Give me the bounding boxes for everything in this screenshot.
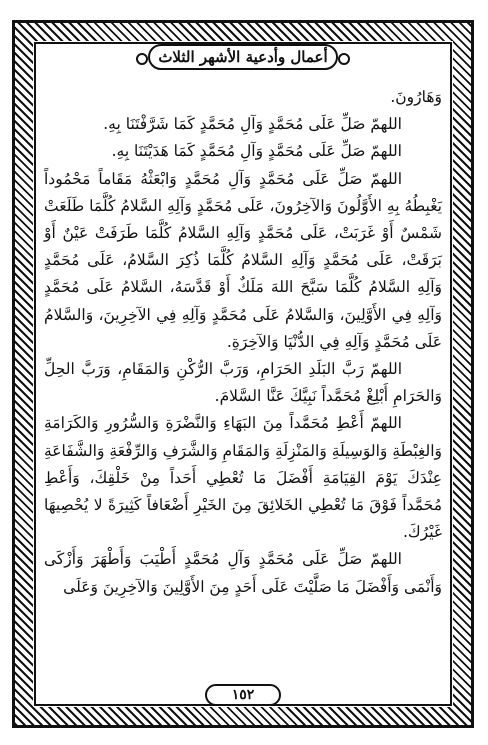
page-number-box	[205, 684, 281, 706]
paragraph: اللهمّ صَلِّ عَلَى مُحَمَّدٍ وَآلِ مُحَمَّدٍ أَطْيَبَ وَأَطْهَرَ وَأَزْكَى وَأَنْمَى وَأَفْضَلَ مَا صَلَّيْتَ عَلَى أَحَدٍ مِنَ الأَوَّلِينَ وَالآخِرِينَ وَعَلَى	[44, 550, 442, 596]
paragraph: اللهمّ صَلِّ عَلَى مُحَمَّدٍ وَآلِ مُحَمَّدٍ كَمَا هَدَيْتَنَا بِهِ.	[111, 142, 402, 161]
page-number: ١٥٢	[231, 687, 255, 703]
paragraph: وَهَارُونَ.	[390, 88, 442, 106]
page-body	[44, 84, 442, 601]
header-cartouche	[148, 44, 338, 70]
paragraph: اللهمّ رَبَّ البَلَدِ الحَرَامِ، وَرَبَّ الرُّكْنِ وَالمَقَامِ، وَرَبَّ الحِلِّ وَالحَرَامِ أَبْلِغْ مُحَمَّداً نَبِيَّكَ عَنَّا السَّلامَ.	[44, 360, 442, 406]
paragraph: اللهمّ صَلِّ عَلَى مُحَمَّدٍ وَآلِ مُحَمَّدٍ كَمَا شَرَّفْتَنَا بِهِ.	[103, 115, 402, 134]
paragraph: اللهمّ صَلِّ عَلَى مُحَمَّدٍ وَآلِ مُحَمَّدٍ وَابْعَثْهُ مَقَاماً مَحْمُوداً يَغْبِطُهُ بِهِ الأَوَّلُونَ وَالآخِرُونَ، عَلَى مُحَمَّدٍ وَآلِهِ السَّلامُ كُلَّمَا طَلَعَتْ شَمْسٌ أَوْ غَرَبَتْ، عَلَى مُحَمَّدٍ وَآلِهِ السَّلامُ كُلَّمَا طَرَفَتْ عَيْنٌ أَوْ بَرَقَتْ، عَلَى مُحَمَّدٍ وَآلِهِ السَّلامُ كُلَّمَا ذُكِرَ السَّلامُ، عَلَى مُحَمَّدٍ وَآلِهِ السَّلامُ كُلَّمَا سَبَّحَ اللهَ مَلَكٌ أَوْ قَدَّسَهُ، السَّلامُ عَلَى مُحَمَّدٍ وَآلِهِ فِي الأَوَّلِينَ، وَالسَّلامُ عَلَى مُحَمَّدٍ وَآلِهِ فِي الآخِرِينَ، وَالسَّلامُ عَلَى مُحَمَّدٍ وَآلِهِ فِي الدُّنْيَا وَالآخِرَةِ.	[44, 169, 442, 351]
paragraph: اللهمّ أَعْطِ مُحَمَّداً مِنَ البَهَاءِ وَالنَّضْرَةِ وَالسُّرُورِ وَالكَرَامَةِ وَالغِبْطَةِ وَالوَسِيلَةِ وَالمَنْزِلَةِ وَالمَقَامِ وَالشَّرَفِ وَالرِّفْعَةِ وَالشَّفَاعَةِ عِنْدَكَ يَوْمَ القِيَامَةِ أَفْضَلَ مَا تُعْطِي أَحَداً مِنْ خَلْقِكَ، وَأَعْطِ مُحَمَّداً فَوْقَ مَا تُعْطِي الخَلائِقَ مِنَ الخَيْرِ أَضْعَافاً كَثِيرَةً لا يُحْصِيهَا غَيْرُكَ.	[44, 414, 442, 542]
page-header-title: أعمال وأدعية الأشهر الثلاث	[158, 48, 328, 66]
